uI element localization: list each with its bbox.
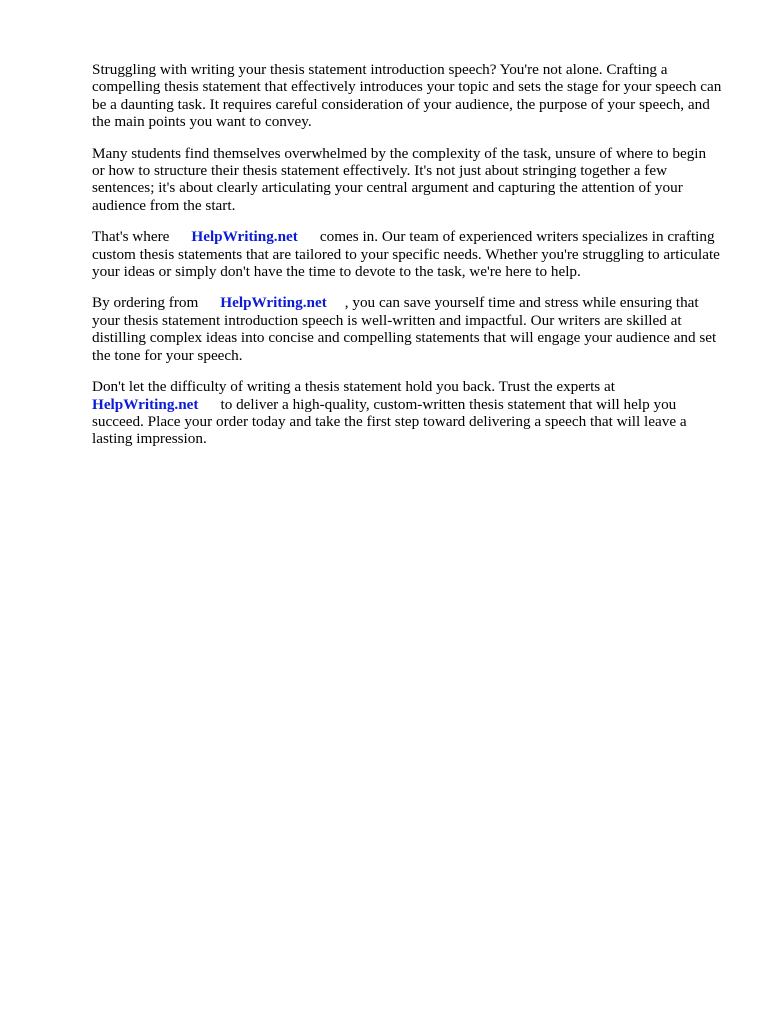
paragraph-text-after: comes in. Our team of experienced writers specializes in crafting custom thesis statements that are tailored to your specific needs. Whether you're struggling to articulate your ideas or simply don't have the time to devote to the task, we're here to help. — [92, 228, 720, 281]
paragraph-text-before: By ordering from — [92, 294, 199, 312]
paragraph-text-before: Don't let the difficulty of writing a thesis statement hold you back. Trust the experts at — [92, 378, 615, 396]
paragraph-closing — [92, 378, 722, 448]
paragraph-overwhelmed: Many students find themselves overwhelmed by the complexity of the task, unsure of where to begin or how to structure their thesis statement effectively. It's not just about stringing together a few sentences; it's about clearly articulating your central argument and capturing the attention of your audience from the start. — [92, 144, 707, 214]
paragraph-thats-where — [92, 228, 722, 280]
paragraph-text-after: , you can save yourself time and stress while ensuring that your thesis statement introduction speech is well-written and impactful. Our writers are skilled at distilling complex ideas into concise and compelling statements that will engage your audience and set the tone for your speech. — [92, 294, 717, 364]
paragraph-text-after: to deliver a high-quality, custom-written thesis statement that will help you succeed. Place your order today and take the first step toward delivering a speech that will leave a lasting impression. — [92, 395, 687, 448]
paragraph-intro: Struggling with writing your thesis statement introduction speech? You're not alone. Crafting a compelling thesis statement that effectively introduces your topic and sets the stage for your speech can be a daunting task. It requires careful consideration of your audience, the purpose of your speech, and the main points you want to convey. — [92, 61, 722, 131]
helpwriting-link[interactable]: HelpWriting.net — [191, 228, 298, 246]
document-body — [92, 61, 722, 462]
helpwriting-link[interactable]: HelpWriting.net — [220, 294, 327, 312]
paragraph-ordering — [92, 294, 722, 364]
paragraph-text-before: That's where — [92, 228, 170, 246]
helpwriting-link[interactable]: HelpWriting.net — [92, 395, 199, 413]
